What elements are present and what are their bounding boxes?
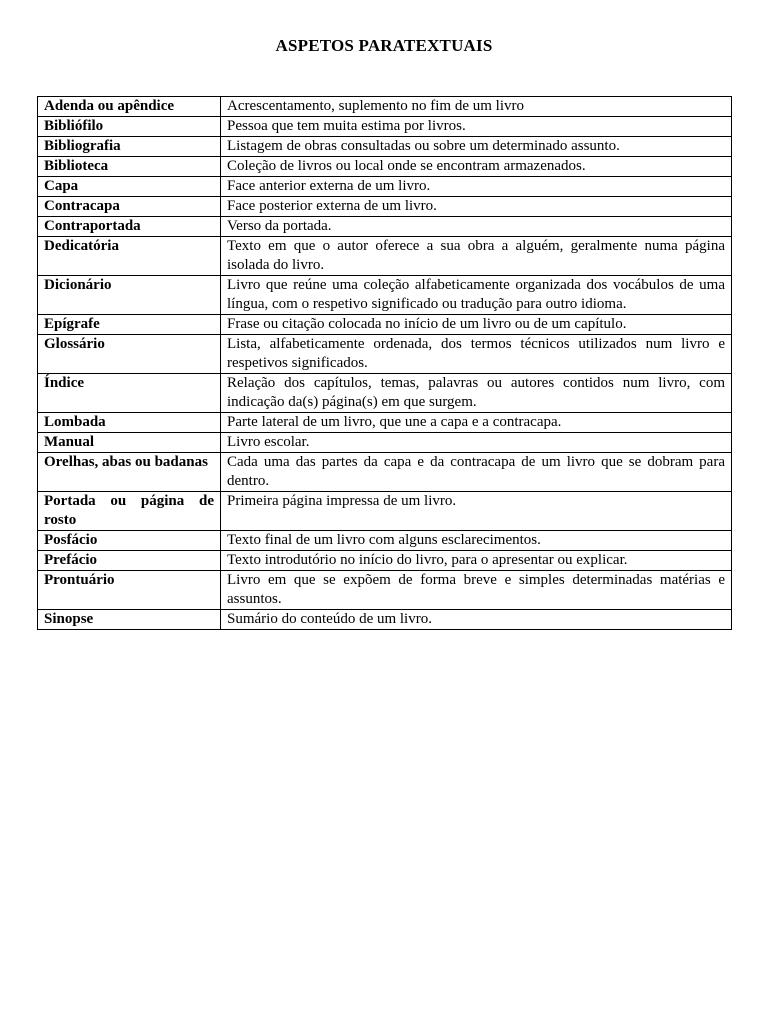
table-row [38,237,732,276]
definition-cell: Listagem de obras consultadas ou sobre um determinado assunto. [221,137,732,157]
definition-cell: Sumário do conteúdo de um livro. [221,610,732,630]
definition-cell: Texto introdutório no início do livro, para o apresentar ou explicar. [221,551,732,571]
definition-cell: Livro escolar. [221,433,732,453]
definition-cell: Livro que reúne uma coleção alfabeticamente organizada dos vocábulos de uma língua, com o respetivo significado ou tradução para outro idioma. [221,276,732,315]
definition-cell: Face anterior externa de um livro. [221,177,732,197]
term-cell: Prontuário [38,571,221,610]
term-cell: Bibliografia [38,137,221,157]
term-cell: Glossário [38,335,221,374]
table-row [38,137,732,157]
table-row [38,413,732,433]
table-row [38,117,732,137]
glossary-table [37,96,732,630]
definition-cell: Livro em que se expõem de forma breve e simples determinadas matérias e assuntos. [221,571,732,610]
table-row [38,177,732,197]
table-row [38,197,732,217]
table-row [38,551,732,571]
term-cell: Dicionário [38,276,221,315]
term-cell: Índice [38,374,221,413]
term-cell: Sinopse [38,610,221,630]
term-cell: Posfácio [38,531,221,551]
term-cell: Epígrafe [38,315,221,335]
table-row [38,157,732,177]
term-cell: Contracapa [38,197,221,217]
term-cell: Orelhas, abas ou badanas [38,453,221,492]
definition-cell: Frase ou citação colocada no início de um livro ou de um capítulo. [221,315,732,335]
glossary-table-body [38,97,732,630]
table-row [38,335,732,374]
term-cell: Lombada [38,413,221,433]
table-row [38,433,732,453]
table-row [38,97,732,117]
page-title: ASPETOS PARATEXTUAIS [275,36,493,55]
definition-cell: Face posterior externa de um livro. [221,197,732,217]
term-cell: Capa [38,177,221,197]
term-cell: Bibliófilo [38,117,221,137]
term-cell: Portada ou página de rosto [38,492,221,531]
table-row [38,492,732,531]
definition-cell: Coleção de livros ou local onde se encontram armazenados. [221,157,732,177]
term-cell: Manual [38,433,221,453]
definition-cell: Acrescentamento, suplemento no fim de um livro [221,97,732,117]
table-row [38,571,732,610]
definition-cell: Verso da portada. [221,217,732,237]
definition-cell: Relação dos capítulos, temas, palavras ou autores contidos num livro, com indicação da(s) página(s) em que surgem. [221,374,732,413]
definition-cell: Cada uma das partes da capa e da contracapa de um livro que se dobram para dentro. [221,453,732,492]
table-row [38,610,732,630]
table-row [38,374,732,413]
term-cell: Dedicatória [38,237,221,276]
table-row [38,315,732,335]
definition-cell: Lista, alfabeticamente ordenada, dos termos técnicos utilizados num livro e respetivos significados. [221,335,732,374]
definition-cell: Texto final de um livro com alguns esclarecimentos. [221,531,732,551]
term-cell: Adenda ou apêndice [38,97,221,117]
definition-cell: Pessoa que tem muita estima por livros. [221,117,732,137]
table-row [38,217,732,237]
definition-cell: Primeira página impressa de um livro. [221,492,732,531]
term-cell: Biblioteca [38,157,221,177]
definition-cell: Parte lateral de um livro, que une a capa e a contracapa. [221,413,732,433]
definition-cell: Texto em que o autor oferece a sua obra a alguém, geralmente numa página isolada do livro. [221,237,732,276]
term-cell: Contraportada [38,217,221,237]
table-row [38,276,732,315]
table-row [38,453,732,492]
table-row [38,531,732,551]
term-cell: Prefácio [38,551,221,571]
